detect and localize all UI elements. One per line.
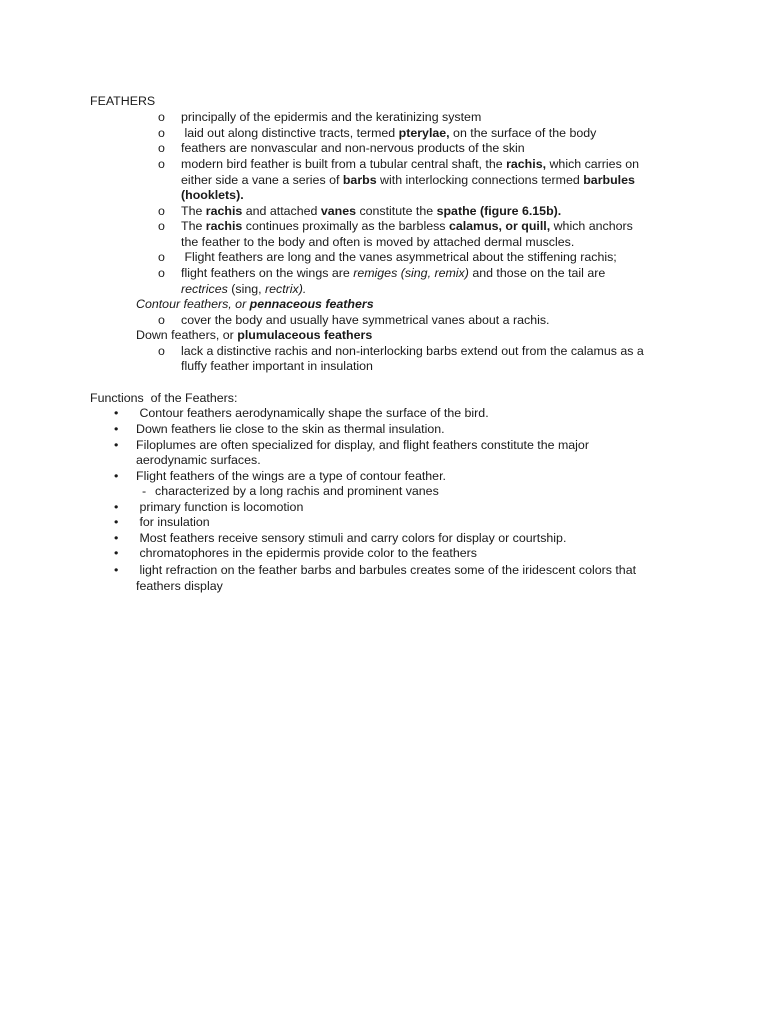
list-marker: o <box>158 266 165 280</box>
list-item-continuation: (hooklets). <box>181 188 244 202</box>
list-item: laid out along distinctive tracts, termed pterylae, on the surface of the body <box>181 126 597 140</box>
list-marker: o <box>158 204 165 218</box>
bullet-marker: • <box>114 422 119 436</box>
list-item: modern bird feather is built from a tubular central shaft, the rachis, which carries on <box>181 157 639 171</box>
list-item-continuation: fluffy feather important in insulation <box>181 359 373 373</box>
list-item: Flight feathers are long and the vanes asymmetrical about the stiffening rachis; <box>181 250 617 264</box>
bullet-item: primary function is locomotion <box>136 500 304 514</box>
list-marker: o <box>158 313 165 327</box>
list-marker: o <box>158 219 165 233</box>
bullet-item-continuation: feathers display <box>136 579 223 593</box>
bullet-marker: • <box>114 563 119 577</box>
list-item-continuation: either side a vane a series of barbs with interlocking connections termed barbules <box>181 173 635 187</box>
list-marker: o <box>158 141 165 155</box>
bullet-marker: • <box>114 438 119 452</box>
bullet-item: for insulation <box>136 515 210 529</box>
bullet-marker: • <box>114 515 119 529</box>
bullet-marker: • <box>114 531 119 545</box>
bullet-item: chromatophores in the epidermis provide color to the feathers <box>136 546 477 560</box>
section-title: FEATHERS <box>90 94 156 108</box>
list-item: cover the body and usually have symmetrical vanes about a rachis. <box>181 313 550 327</box>
list-item-continuation: the feather to the body and often is moved by attached dermal muscles. <box>181 235 575 249</box>
bullet-item: Contour feathers aerodynamically shape the surface of the bird. <box>136 406 489 420</box>
bullet-marker: • <box>114 469 119 483</box>
list-marker: o <box>158 126 165 140</box>
list-item: The rachis and attached vanes constitute the spathe (figure 6.15b). <box>181 204 562 218</box>
bullet-marker: • <box>114 406 119 420</box>
sub-bullet-item: characterized by a long rachis and prominent vanes <box>155 484 439 498</box>
list-marker: o <box>158 157 165 171</box>
bullet-item: Most feathers receive sensory stimuli and carry colors for display or courtship. <box>136 531 567 545</box>
bullet-item: light refraction on the feather barbs and barbules creates some of the iridescent colors that <box>136 563 637 577</box>
bullet-item: Down feathers lie close to the skin as thermal insulation. <box>136 422 445 436</box>
bullet-item: Filoplumes are often specialized for display, and flight feathers constitute the major <box>136 438 589 452</box>
list-marker: o <box>158 250 165 264</box>
list-marker: o <box>158 110 165 124</box>
bullet-item-continuation: aerodynamic surfaces. <box>136 453 261 467</box>
dash-marker: - <box>142 484 147 498</box>
bullet-item: Flight feathers of the wings are a type of contour feather. <box>136 469 446 483</box>
list-item: feathers are nonvascular and non-nervous products of the skin <box>181 141 525 155</box>
subheading-contour-feathers: Contour feathers, or pennaceous feathers <box>136 297 374 311</box>
list-marker: o <box>158 344 165 358</box>
bullet-marker: • <box>114 500 119 514</box>
bullet-marker: • <box>114 546 119 560</box>
list-item: principally of the epidermis and the keratinizing system <box>181 110 482 124</box>
list-item: lack a distinctive rachis and non-interlocking barbs extend out from the calamus as a <box>181 344 644 358</box>
list-item: The rachis continues proximally as the barbless calamus, or quill, which anchors <box>181 219 633 233</box>
subheading-down-feathers: Down feathers, or plumulaceous feathers <box>136 328 373 342</box>
list-item-continuation: rectrices (sing, rectrix). <box>181 282 307 296</box>
list-item: flight feathers on the wings are remiges (sing, remix) and those on the tail are <box>181 266 606 280</box>
functions-title: Functions of the Feathers: <box>90 391 238 405</box>
